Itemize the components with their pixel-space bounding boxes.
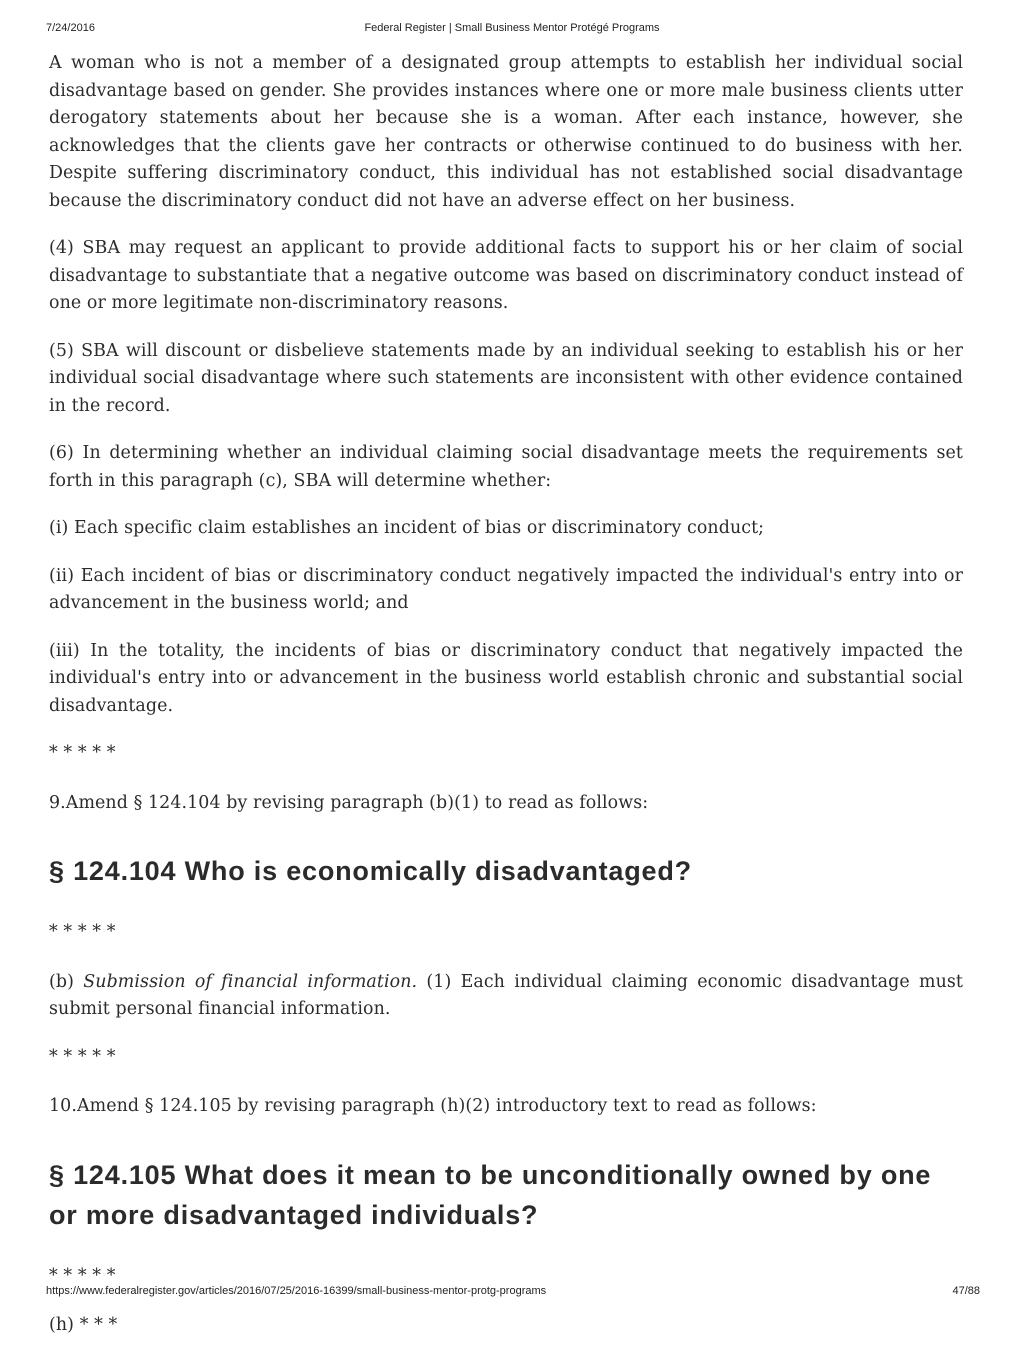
amendment-instruction-9: 9.Amend § 124.104 by revising paragraph (b)(1) to read as follows: (49, 792, 649, 813)
paragraph-6-iii: (iii) In the totality, the incidents of bias or discriminatory conduct that negatively impacted the individual's entry into or advancement in the business world establish chronic and substantial social disadvantage. (49, 640, 963, 716)
paragraph-b-text: (1) Each individual claiming economic disadvantage must submit personal financial information. (49, 971, 963, 1019)
paragraph-5: (5) SBA will discount or disbelieve statements made by an individual seeking to establish his or her individual social disadvantage where such statements are inconsistent with other evidence contained in the record. (49, 340, 963, 416)
section-heading-124-105: § 124.105 What does it mean to be unconditionally owned by one or more disadvantaged individuals? (49, 1159, 932, 1230)
section-heading-124-104: § 124.104 Who is economically disadvantaged? (49, 856, 692, 886)
paragraph-4: (4) SBA may request an applicant to provide additional facts to support his or her claim of social disadvantage to substantiate that a negative outcome was based on discriminatory conduct instead of one or more legitimate non-discriminatory reasons. (49, 238, 963, 313)
paragraph-h: (h) * * * (49, 1315, 118, 1335)
paragraph-6: (6) In determining whether an individual claiming social disadvantage meets the requirements set forth in this paragraph (c), SBA will determine whether: (49, 443, 963, 491)
omission-stars: * * * * * (49, 743, 116, 763)
paragraph-b (49, 969, 963, 1024)
omission-stars: * * * * * (49, 1265, 116, 1286)
paragraph-example: A woman who is not a member of a designated group attempts to establish her individual social disadvantage based on gender. She provides instances where one or more male business clients utter derogatory statements about her because she is a woman. After each instance, however, she acknowledges that the clients gave her contracts or otherwise continued to do business with her. Despite suffering discriminatory conduct, this individual has not established social disadvantage because the discriminatory conduct did not have an adverse effect on her business. (49, 53, 963, 211)
document-title: Federal Register | Small Business Mentor Protégé Programs (364, 22, 660, 34)
amendment-instruction-10: 10.Amend § 124.105 by revising paragraph (h)(2) introductory text to read as follows: (49, 1096, 817, 1116)
page-header (46, 22, 978, 38)
paragraph-b-italic-heading: Submission of financial information. (83, 971, 418, 992)
paragraph-6-ii: (ii) Each incident of bias or discriminatory conduct negatively impacted the individual's entry into or advancement in the business world; and (49, 565, 963, 613)
paragraph-6-i: (i) Each specific claim establishes an incident of bias or discriminatory conduct; (49, 518, 765, 538)
omission-stars: * * * * * (49, 1046, 116, 1067)
page-number: 47/88 (952, 1285, 980, 1297)
page-footer (46, 1285, 980, 1301)
source-url: https://www.federalregister.gov/articles/2016/07/25/2016-16399/small-business-mentor-protg-programs (46, 1285, 547, 1297)
paragraph-b-label: (b) (49, 971, 84, 992)
document-body (49, 50, 963, 1360)
print-date: 7/24/2016 (46, 22, 95, 34)
omission-stars: * * * * * (49, 922, 116, 942)
